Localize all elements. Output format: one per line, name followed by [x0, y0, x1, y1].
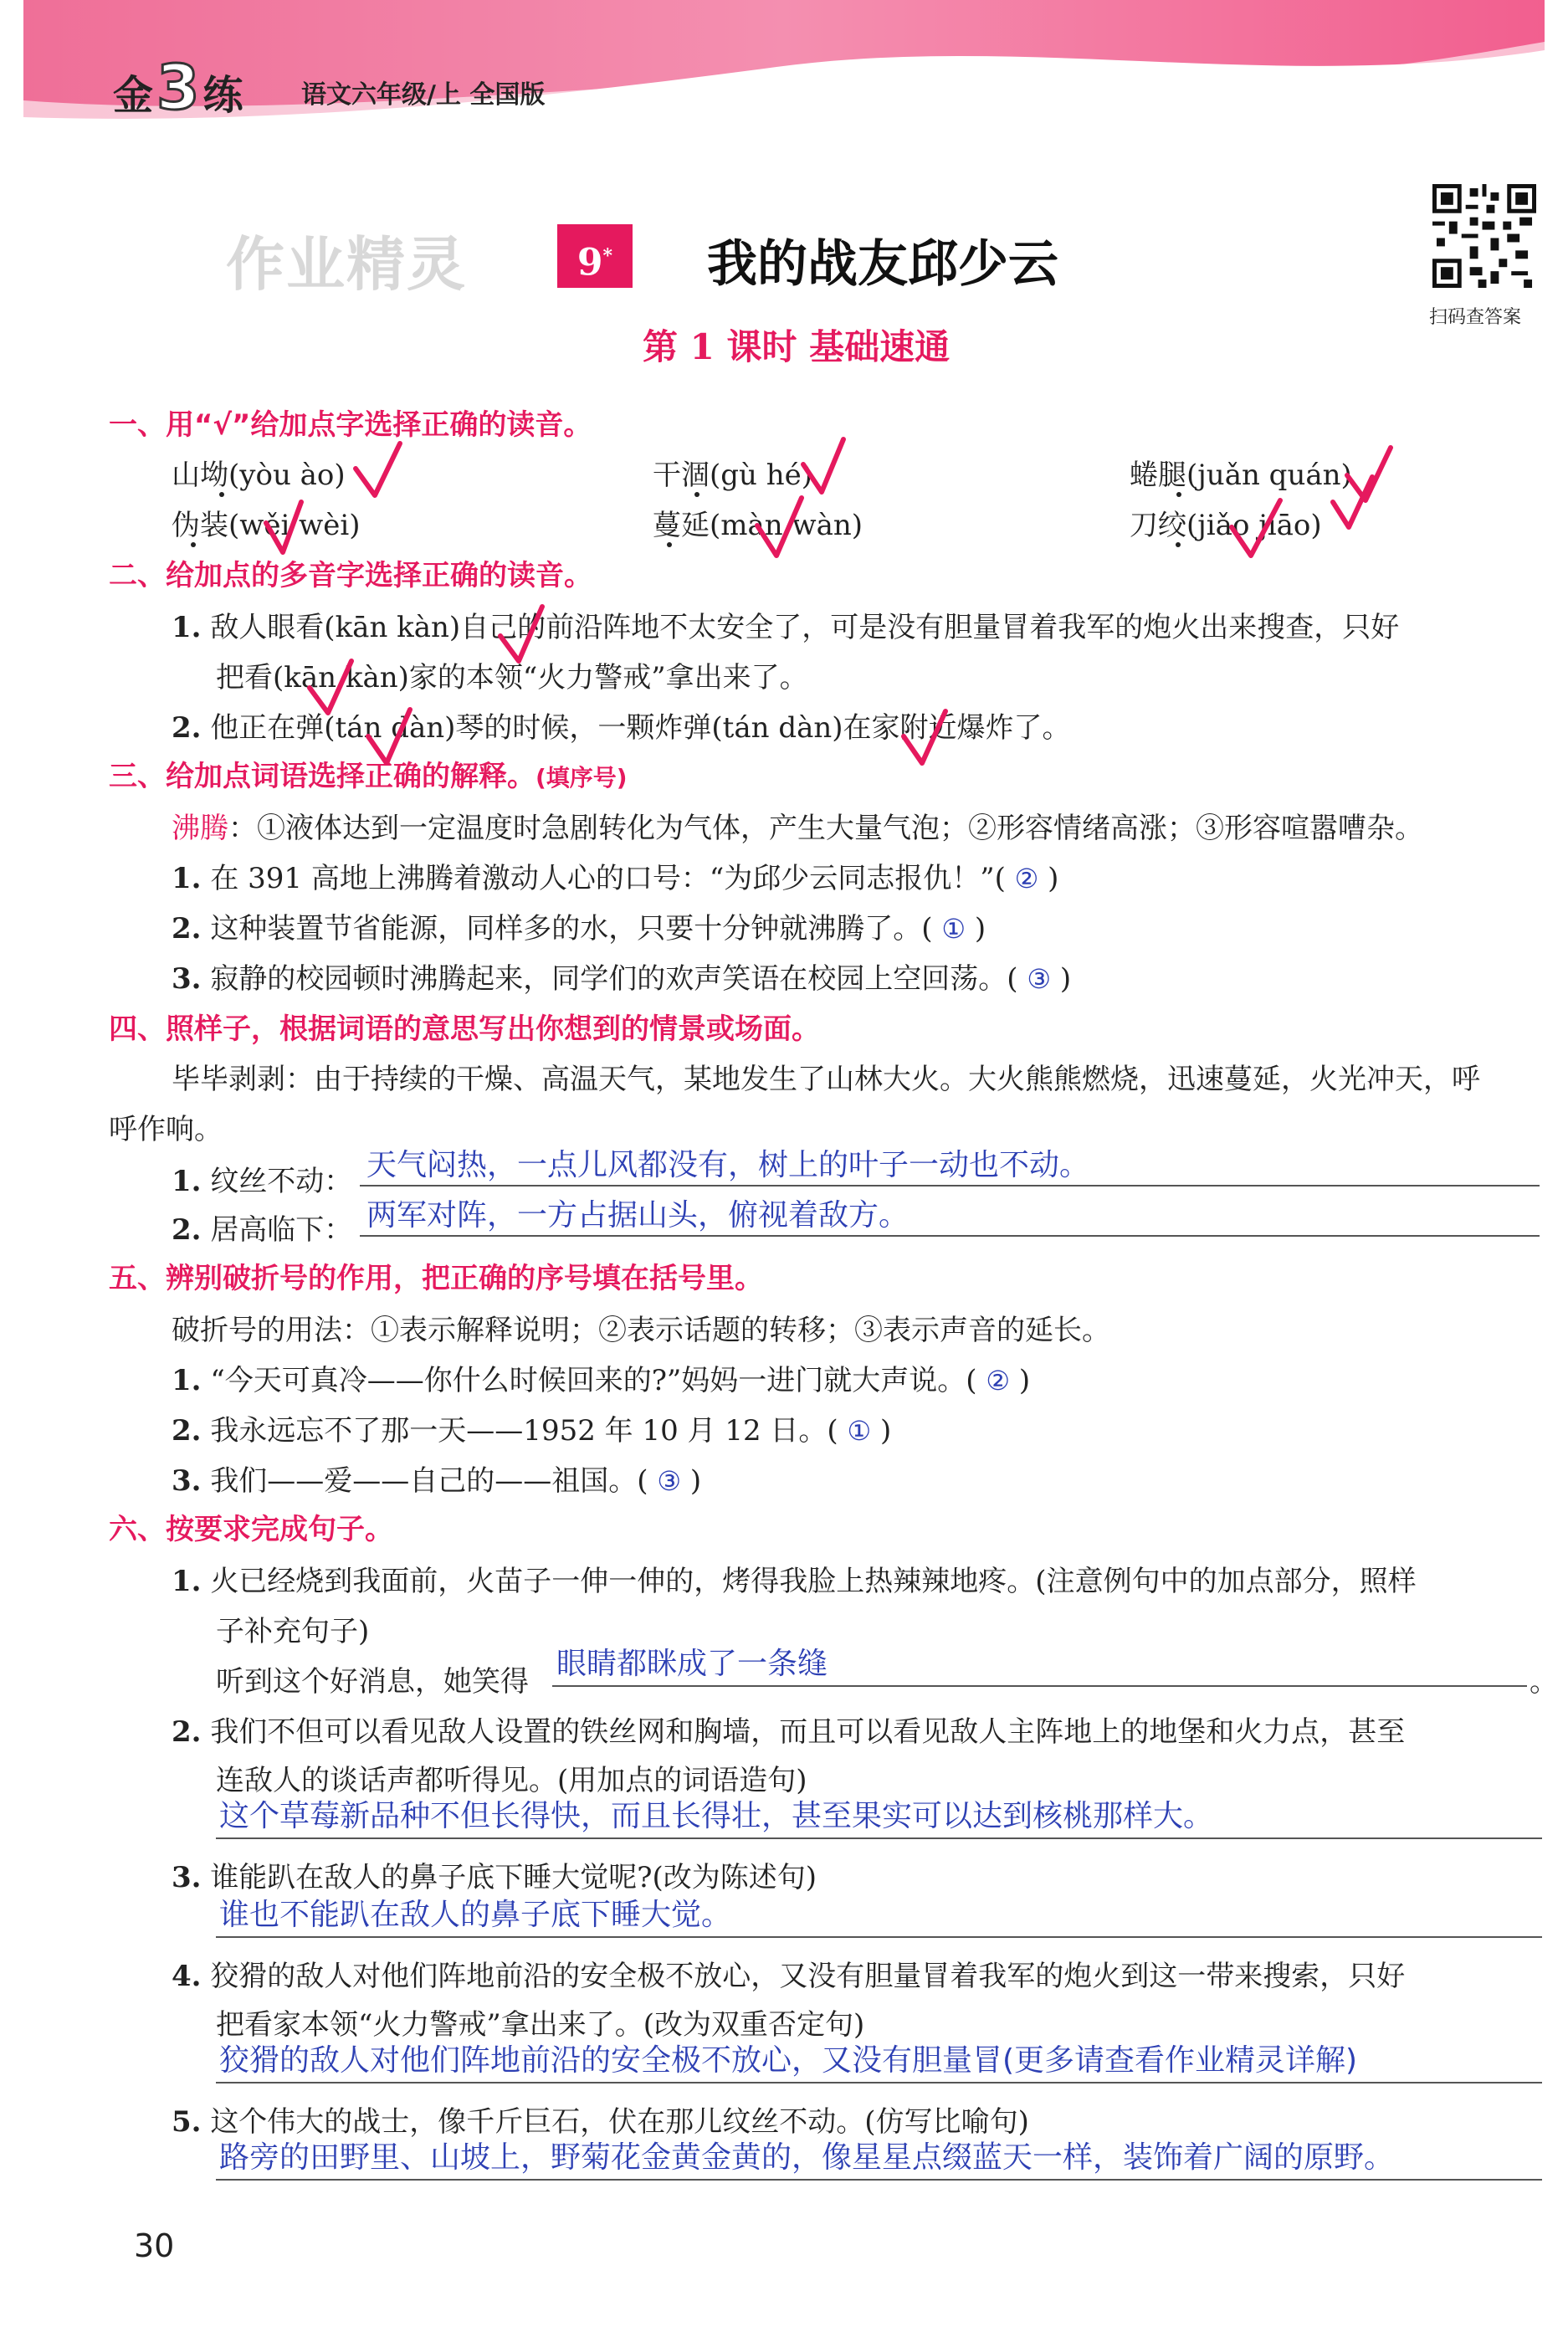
check-mark — [310, 661, 351, 713]
s2-line-1b: 把看(kān kàn)家的本领“火力警戒”拿出来了。 — [216, 661, 808, 694]
s4-answer-2: 两军对阵，一方占据山头，俯视着敌方。 — [366, 1198, 910, 1233]
session-title: 第 1 课时 基础速通 — [643, 326, 951, 367]
s1-item-5: 蔓延(màn wàn) — [653, 509, 863, 542]
s6-q5: 5. 这个伟大的战士，像千斤巨石，伏在那儿纹丝不动。(仿写比喻句) — [172, 2105, 1029, 2139]
answer-line — [360, 1235, 1540, 1237]
s6-answer-4: 狡猾的敌人对他们阵地前沿的安全极不放心，又没有胆量冒(更多请查看作业精灵详解) — [219, 2043, 1358, 2078]
s3-q3: 3. 寂静的校园顿时沸腾起来，同学们的欢声笑语在校园上空回荡。( ③ ) — [172, 962, 1072, 996]
s6-q1b: 子补充句子) — [216, 1615, 370, 1648]
s2-line-1: 1. 敌人眼看(kān kàn)自己的前沿阵地不太安全了，可是没有胆量冒着我军的炮火出来搜查，只好 — [172, 611, 1400, 644]
s6-q4: 4. 狡猾的敌人对他们阵地前沿的安全极不放心，又没有胆量冒着我军的炮火到这一带来搜索，只好 — [172, 1960, 1406, 1993]
answer: ③ — [1027, 963, 1052, 995]
brand-logo: 金3练 — [113, 52, 243, 124]
answer-line — [216, 1837, 1542, 1839]
s6-answer-5: 路旁的田野里、山坡上，野菊花金黄金黄的，像星星点缀蓝天一样，装饰着广阔的原野。 — [219, 2140, 1395, 2175]
s5-q1: 1. “今天可真冷——你什么时候回来的?”妈妈一进门就大声说。( ② ) — [172, 1364, 1031, 1397]
answer-line — [216, 1936, 1542, 1938]
s5-usage: 破折号的用法：①表示解释说明；②表示话题的转移；③表示声音的延长。 — [172, 1314, 1110, 1347]
check-mark — [1232, 500, 1280, 556]
s6-answer-3: 谁也不能趴在敌人的鼻子底下睡大觉。 — [219, 1898, 732, 1932]
qr-label: 扫码查答案 — [1429, 307, 1522, 328]
answer-line — [552, 1685, 1527, 1687]
check-mark — [356, 443, 400, 495]
check-mark — [368, 710, 410, 763]
check-mark — [1347, 448, 1391, 500]
answer-line — [216, 2082, 1542, 2083]
s6-q2: 2. 我们不但可以看见敌人设置的铁丝网和胸墙，而且可以看见敌人主阵地上的地堡和火力点，甚至 — [172, 1715, 1406, 1749]
s1-item-1: 山坳(yòu ào) — [172, 459, 346, 492]
s1-item-4: 伪装(wěi wèi) — [172, 509, 361, 542]
s6-q3: 3. 谁能趴在敌人的鼻子底下睡大觉呢?(改为陈述句) — [172, 1861, 817, 1894]
page-number: 30 — [134, 2227, 175, 2264]
s4-q1: 1. 纹丝不动： — [172, 1165, 353, 1198]
section-6-heading: 六、按要求完成句子。 — [109, 1513, 393, 1546]
period: 。 — [1530, 1665, 1558, 1699]
lesson-number-badge: 9* — [557, 224, 633, 288]
s5-q3: 3. 我们——爱——自己的——祖国。( ③ ) — [172, 1464, 702, 1498]
s6-q1c: 听到这个好消息，她笑得 — [216, 1665, 529, 1699]
answer: ① — [847, 1415, 872, 1447]
s6-q1: 1. 火已经烧到我面前，火苗子一伸一伸的，烤得我脸上热辣辣地疼。(注意例句中的加点部分，照样 — [172, 1565, 1417, 1598]
s3-q2: 2. 这种装置节省能源，同样多的水，只要十分钟就沸腾了。( ① ) — [172, 912, 986, 946]
s4-answer-1: 天气闷热，一点儿风都没有，树上的叶子一动也不动。 — [366, 1148, 1090, 1182]
answer: ③ — [657, 1465, 682, 1497]
s6-answer-2: 这个草莓新品种不但长得快，而且长得壮，甚至果实可以达到核桃那样大。 — [219, 1799, 1214, 1833]
s3-q1: 1. 在 391 高地上沸腾着激动人心的口号：“为邱少云同志报仇！”( ② ) — [172, 862, 1059, 895]
check-mark — [904, 711, 945, 763]
s3-definition: 沸腾：①液体达到一定温度时急剧转化为气体，产生大量气泡；②形容情绪高涨；③形容喧嚣嘈杂。 — [172, 812, 1423, 845]
answer: ① — [941, 913, 966, 945]
s4-example-b: 呼作响。 — [109, 1113, 223, 1146]
section-5-heading: 五、辨别破折号的作用，把正确的序号填在括号里。 — [109, 1262, 763, 1295]
check-marks-layer — [0, 0, 1568, 837]
check-mark — [757, 498, 802, 556]
s1-item-2: 干涸(gù hé) — [653, 459, 813, 492]
section-2-heading: 二、给加点的多音字选择正确的读音。 — [109, 559, 592, 592]
section-4-heading: 四、照样子，根据词语的意思写出你想到的情景或场面。 — [109, 1012, 820, 1046]
s6-answer-1: 眼睛都眯成了一条缝 — [556, 1647, 828, 1681]
s5-q2: 2. 我永远忘不了那一天——1952 年 10 月 12 日。( ① ) — [172, 1414, 892, 1448]
lesson-title: 我的战友邱少云 — [707, 235, 1058, 294]
section-3-heading: 三、给加点词语选择正确的解释。(填序号) — [109, 760, 628, 793]
watermark: 作业精灵 — [226, 230, 467, 299]
s4-example: 毕毕剥剥：由于持续的干燥、高温天气，某地发生了山林大火。大火熊熊燃烧，迅速蔓延，火光冲天，呼 — [172, 1063, 1480, 1096]
answer-line — [360, 1185, 1540, 1187]
check-mark — [266, 502, 301, 552]
check-mark — [500, 607, 542, 661]
s4-q2: 2. 居高临下： — [172, 1213, 353, 1247]
s6-q4b: 把看家本领“火力警戒”拿出来了。(改为双重否定句) — [216, 2008, 865, 2042]
check-mark — [803, 439, 843, 492]
answer: ② — [986, 1365, 1011, 1397]
answer-line — [216, 2179, 1542, 2181]
s2-line-2: 2. 他正在弹(tán dàn)琴的时候，一颗炸弹(tán dàn)在家附近爆炸了。 — [172, 711, 1071, 745]
book-subtitle: 语文六年级/上 全国版 — [301, 80, 546, 110]
section-1-heading: 一、用“√”给加点字选择正确的读音。 — [109, 408, 592, 442]
s1-item-6: 刀绞(jiǎo jiāo) — [1130, 509, 1322, 542]
s6-q2b: 连敌人的谈话声都听得见。(用加点的词语造句) — [216, 1764, 807, 1797]
s1-item-3: 蜷腿(juǎn quán) — [1130, 459, 1352, 492]
answer: ② — [1014, 863, 1039, 894]
